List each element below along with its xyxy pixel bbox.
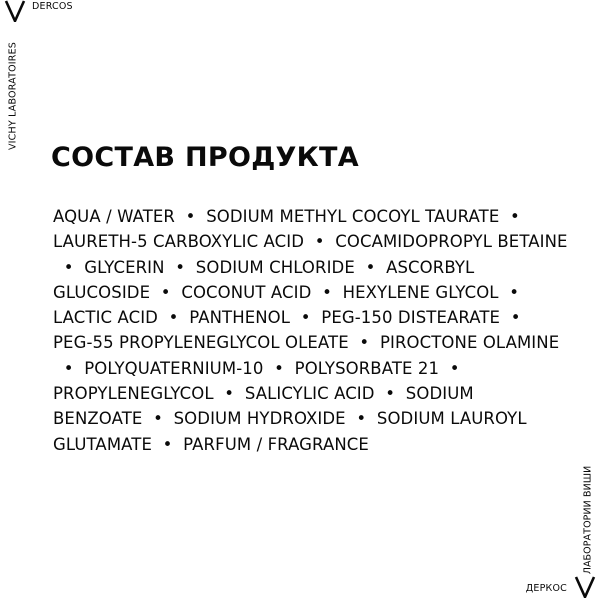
ingredient-line: PEG-55 PROPYLENEGLYCOL OLEATE • PIROCTONE OLAMINE bbox=[53, 333, 560, 353]
ingredient-line: • GLYCERIN • SODIUM CHLORIDE • ASCORBYL bbox=[53, 257, 475, 277]
brand-label-top: DERCOS bbox=[32, 1, 73, 12]
ingredient-line: AQUA / WATER • SODIUM METHYL COCOYL TAURATE • bbox=[53, 207, 520, 226]
ingredient-line: GLUTAMATE • PARFUM / FRAGRANCE bbox=[53, 434, 369, 454]
vertical-brand-label-left: VICHY LABORATOIRES bbox=[7, 41, 19, 151]
ingredient-line: LAURETH-5 CARBOXYLIC ACID • COCAMIDOPROPYL BETAINE bbox=[53, 232, 568, 252]
ingredient-line: LACTIC ACID • PANTHENOL • PEG-150 DISTEARATE • bbox=[53, 308, 521, 328]
vertical-brand-label-right: ЛАБОРАТОРИИ ВИШИ bbox=[582, 465, 594, 575]
vichy-v-logo-icon bbox=[574, 576, 596, 598]
vichy-v-logo-icon bbox=[4, 0, 26, 22]
ingredient-list bbox=[53, 204, 568, 457]
ingredient-line: GLUCOSIDE • COCONUT ACID • HEXYLENE GLYCOL • bbox=[53, 282, 520, 302]
page-title: СОСТАВ ПРОДУКТА bbox=[51, 142, 359, 173]
ingredient-line: • POLYQUATERNIUM-10 • POLYSORBATE 21 • bbox=[53, 358, 460, 378]
ingredient-line: PROPYLENEGLYCOL • SALICYLIC ACID • SODIUM bbox=[53, 384, 474, 404]
brand-label-bottom: ДЕРКОС bbox=[525, 583, 567, 594]
ingredient-line: BENZOATE • SODIUM HYDROXIDE • SODIUM LAUROYL bbox=[53, 409, 527, 429]
